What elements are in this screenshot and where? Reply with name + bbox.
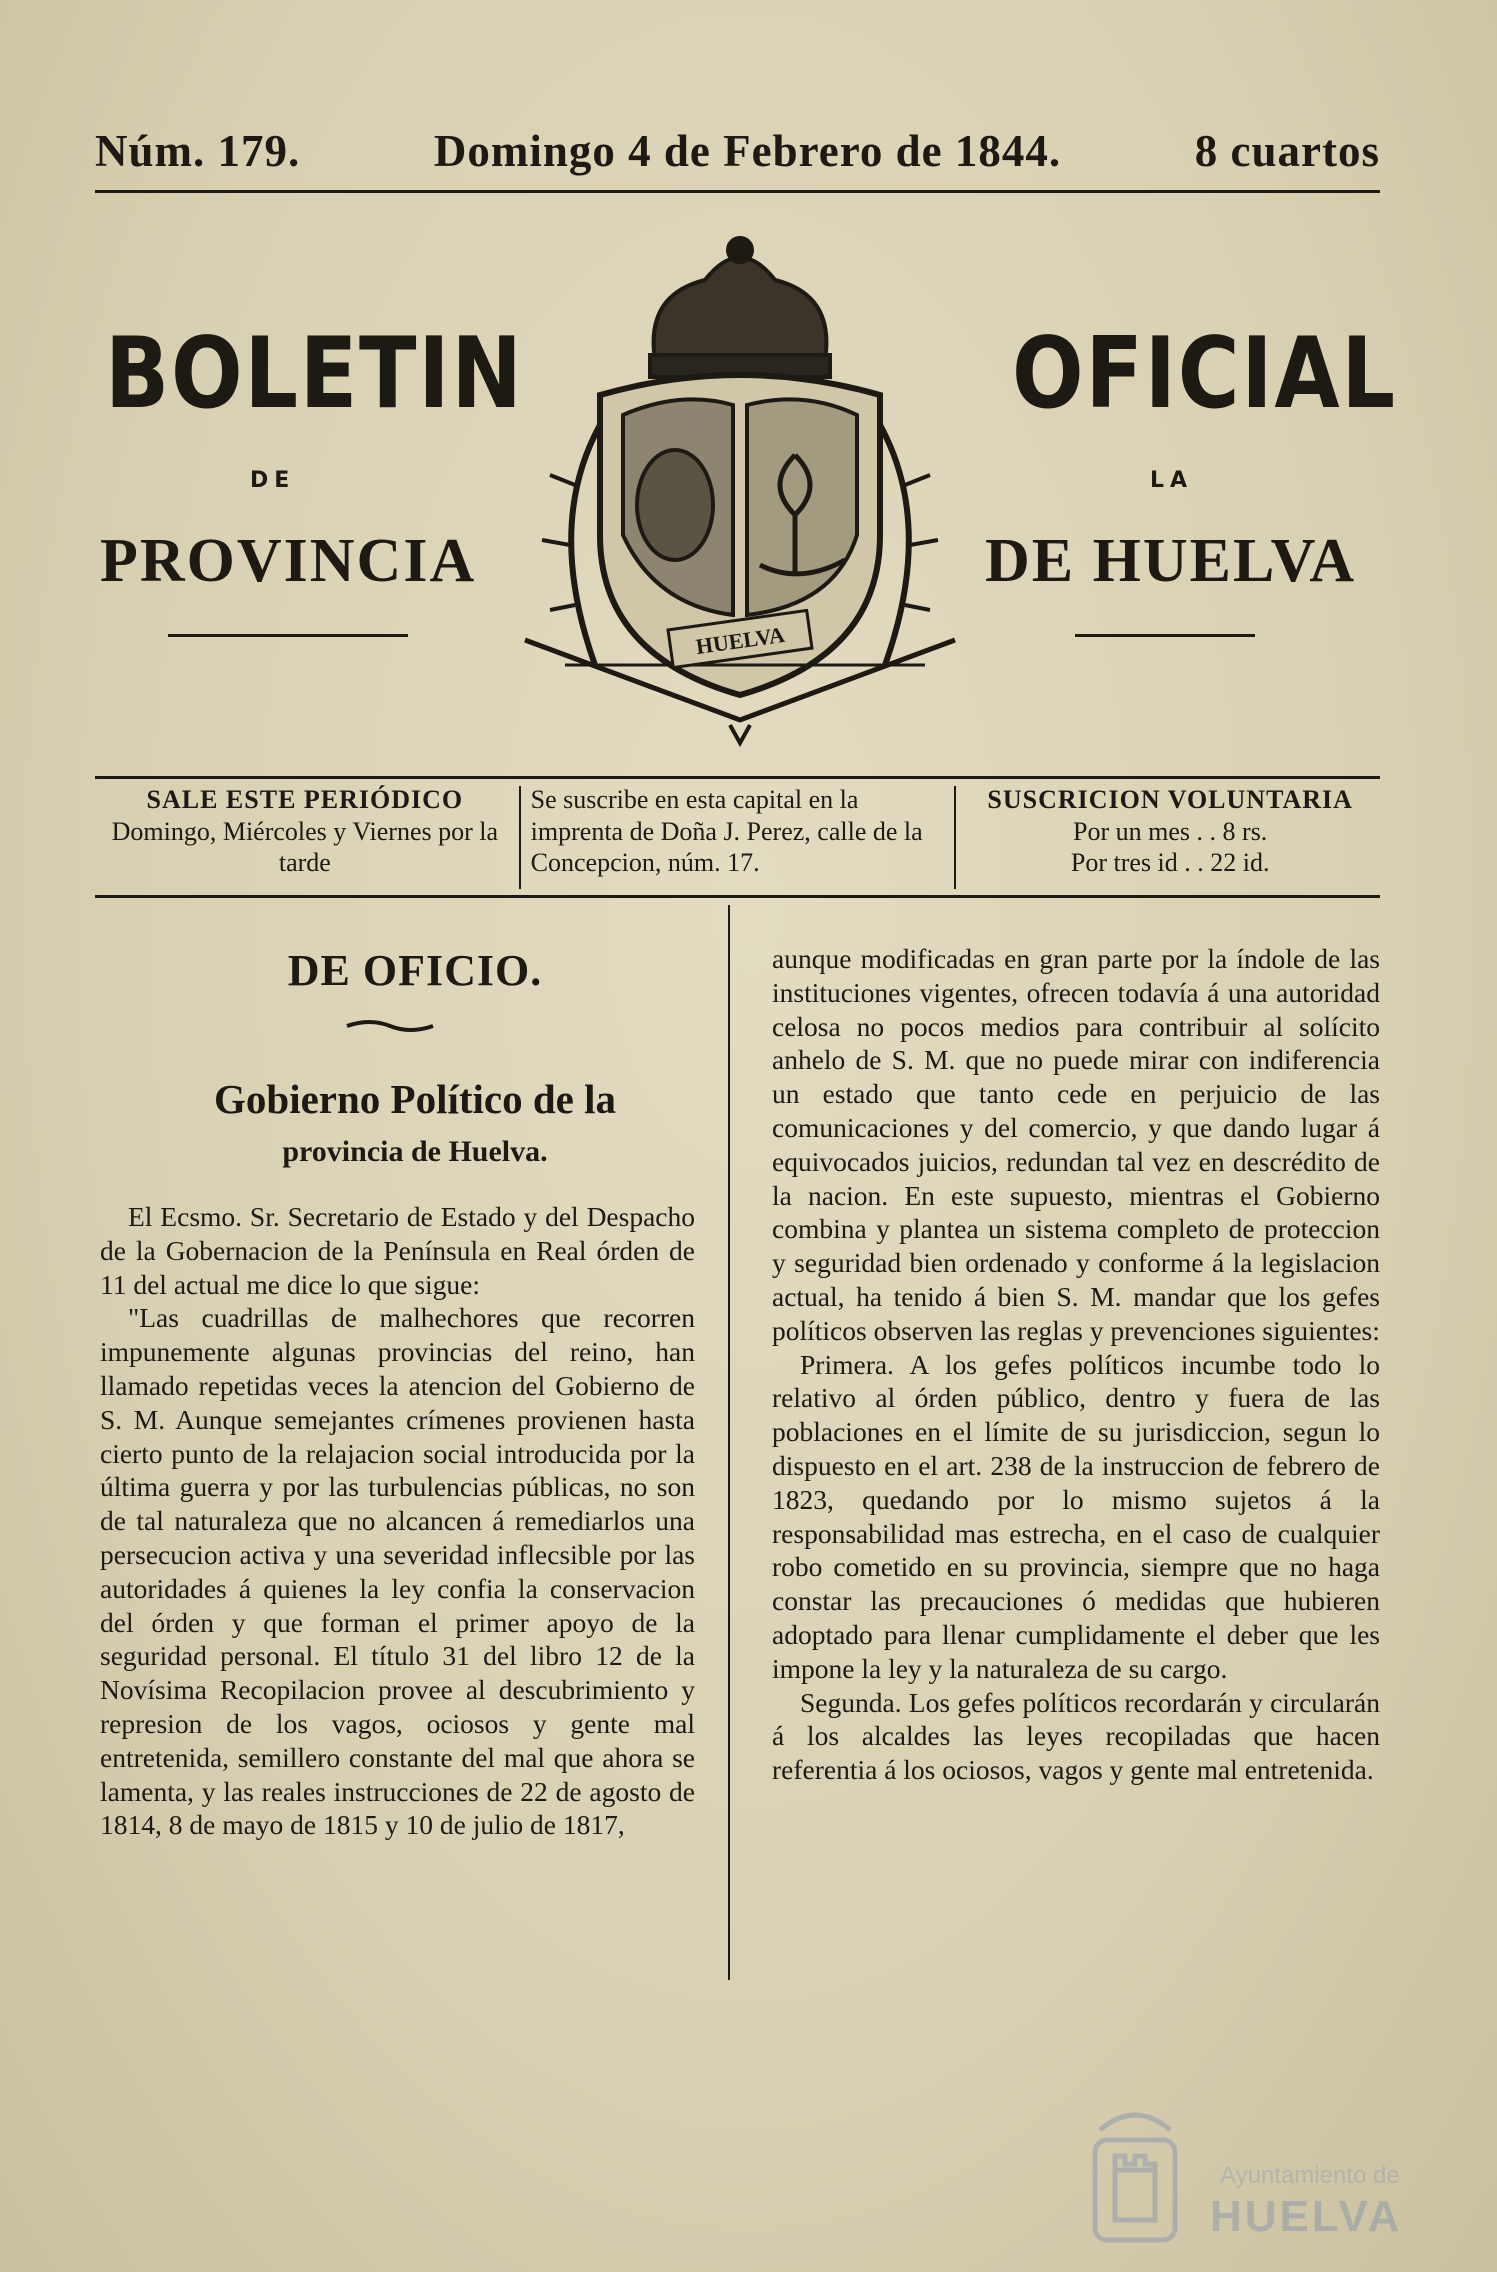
suscribe-info xyxy=(525,780,951,895)
suscricion-line-1: Por un mes . . 8 rs. xyxy=(1073,816,1268,846)
suscribe-text: Se suscribe en esta capital en la imprenta de Doña J. Perez, calle de la Concepcion, núm. 17. xyxy=(530,785,923,878)
masthead-boletin: BOLETIN xyxy=(105,317,524,431)
info-divider xyxy=(519,786,521,889)
info-top-rule xyxy=(95,776,1380,779)
article-right-column xyxy=(772,942,1380,1787)
subscription-info xyxy=(95,780,1380,895)
crest-label: HUELVA xyxy=(694,621,787,660)
coat-of-arms-icon xyxy=(505,225,975,750)
article-left-column xyxy=(100,1200,695,1842)
issue-number: Núm. 179. xyxy=(95,126,301,176)
watermark-text-2: HUELVA xyxy=(1210,2192,1403,2241)
masthead-la: LA xyxy=(1150,468,1194,493)
masthead-left-rule xyxy=(168,634,408,637)
article-paragraph: "Las cuadrillas de malhechores que recorren impunemente algunas provincias del reino, han llamado repetidas veces la atencion del Gobierno de S. M. Aunque semejantes crímenes provienen hasta cierto punto de la relajacion social introducida por la última guerra y por las turbulencias públicas, no son de tal naturaleza que no alcancen á remediarlos una persecucion activa y una severidad inflecsible por las autoridades á quienes la ley confia la conservacion del órden y que forman el primer apoyo de la seguridad personal. El título 31 del libro 12 de la Novísima Recopilacion provee al descubrimiento y represion de los vagos, ociosos y gente mal entretenida, semillero constante del mal que ahora se lamenta, y las reales instrucciones de 22 de agosto de 1814, 8 de mayo de 1815 y 10 de julio de 1817, xyxy=(100,1302,695,1841)
issue-date: Domingo 4 de Febrero de 1844. xyxy=(433,126,1062,176)
article-paragraph: Segunda. Los gefes políticos recordarán y circularán á los alcaldes las leyes recopiladas que hacen referentia á los ociosos, vagos y gente mal entretenida. xyxy=(772,1686,1380,1786)
castle-logo-icon xyxy=(1080,2100,1190,2250)
section-heading: DE OFICIO. xyxy=(287,946,543,995)
sale-title: SALE ESTE PERIÓDICO xyxy=(146,785,464,814)
masthead-de: DE xyxy=(250,468,296,493)
suscricion-line-2: Por tres id . . 22 id. xyxy=(1070,848,1270,878)
watermark-text-1: Ayuntamiento de xyxy=(1220,2162,1400,2189)
masthead-de-huelva: DE HUELVA xyxy=(985,527,1357,595)
article-subtitle: provincia de Huelva. xyxy=(282,1135,548,1168)
header-rule xyxy=(95,190,1380,193)
suscricion-info xyxy=(960,780,1380,895)
ayuntamiento-watermark xyxy=(1080,2100,1440,2250)
article-title: Gobierno Político de la xyxy=(214,1076,616,1122)
info-divider xyxy=(954,786,956,889)
article-paragraph: Primera. A los gefes políticos incumbe todo lo relativo al órden público, dentro y fuera de las poblaciones en el límite de su jurisdiccion, segun lo dispuesto en el art. 238 de la instruccion de febrero de 1823, quedando por lo mismo sujetos á la responsabilidad mas estrecha, en el caso de cualquier robo cometido en su provincia, siempre que no haga constar las precauciones ó medidas que hubieren adoptado para llenar cumplidamente el deber que les impone la ley y la naturaleza de su cargo. xyxy=(772,1348,1380,1684)
issue-price: 8 cuartos xyxy=(1194,126,1380,176)
article-paragraph: aunque modificadas en gran parte por la índole de las instituciones vigentes, ofrecen todavía á una autoridad celosa no pocos medios para contribuir al solícito anhelo de S. M. que no puede mirar con indiferencia un estado que tanto cede en perjuicio de las comunicaciones y del comercio, y que dando lugar á equivocados juicios, redundan tal vez en descrédito de la nacion. En este supuesto, mientras el Gobierno combina y plantea un sistema completo de proteccion y seguridad bien ordenado y conforme á la legislacion actual, ha tenido á bien S. M. mandar que los gefes políticos observen las reglas y prevenciones siguientes: xyxy=(772,943,1380,1346)
masthead-right-rule xyxy=(1075,634,1255,637)
ornament-icon xyxy=(345,1018,435,1034)
issue-header xyxy=(95,125,1380,177)
sale-text: Domingo, Miércoles y Viernes por la tarde xyxy=(111,816,499,878)
suscricion-title: SUSCRICION VOLUNTARIA xyxy=(987,785,1353,814)
info-bottom-rule xyxy=(95,895,1380,898)
article-paragraph: El Ecsmo. Sr. Secretario de Estado y del Despacho de la Gobernacion de la Península en Real órden de 11 del actual me dice lo que sigue: xyxy=(100,1201,695,1300)
masthead-provincia: PROVINCIA xyxy=(100,527,477,595)
sale-info xyxy=(95,780,515,895)
column-divider xyxy=(728,905,730,1980)
masthead-oficial: OFICIAL xyxy=(1012,317,1397,431)
